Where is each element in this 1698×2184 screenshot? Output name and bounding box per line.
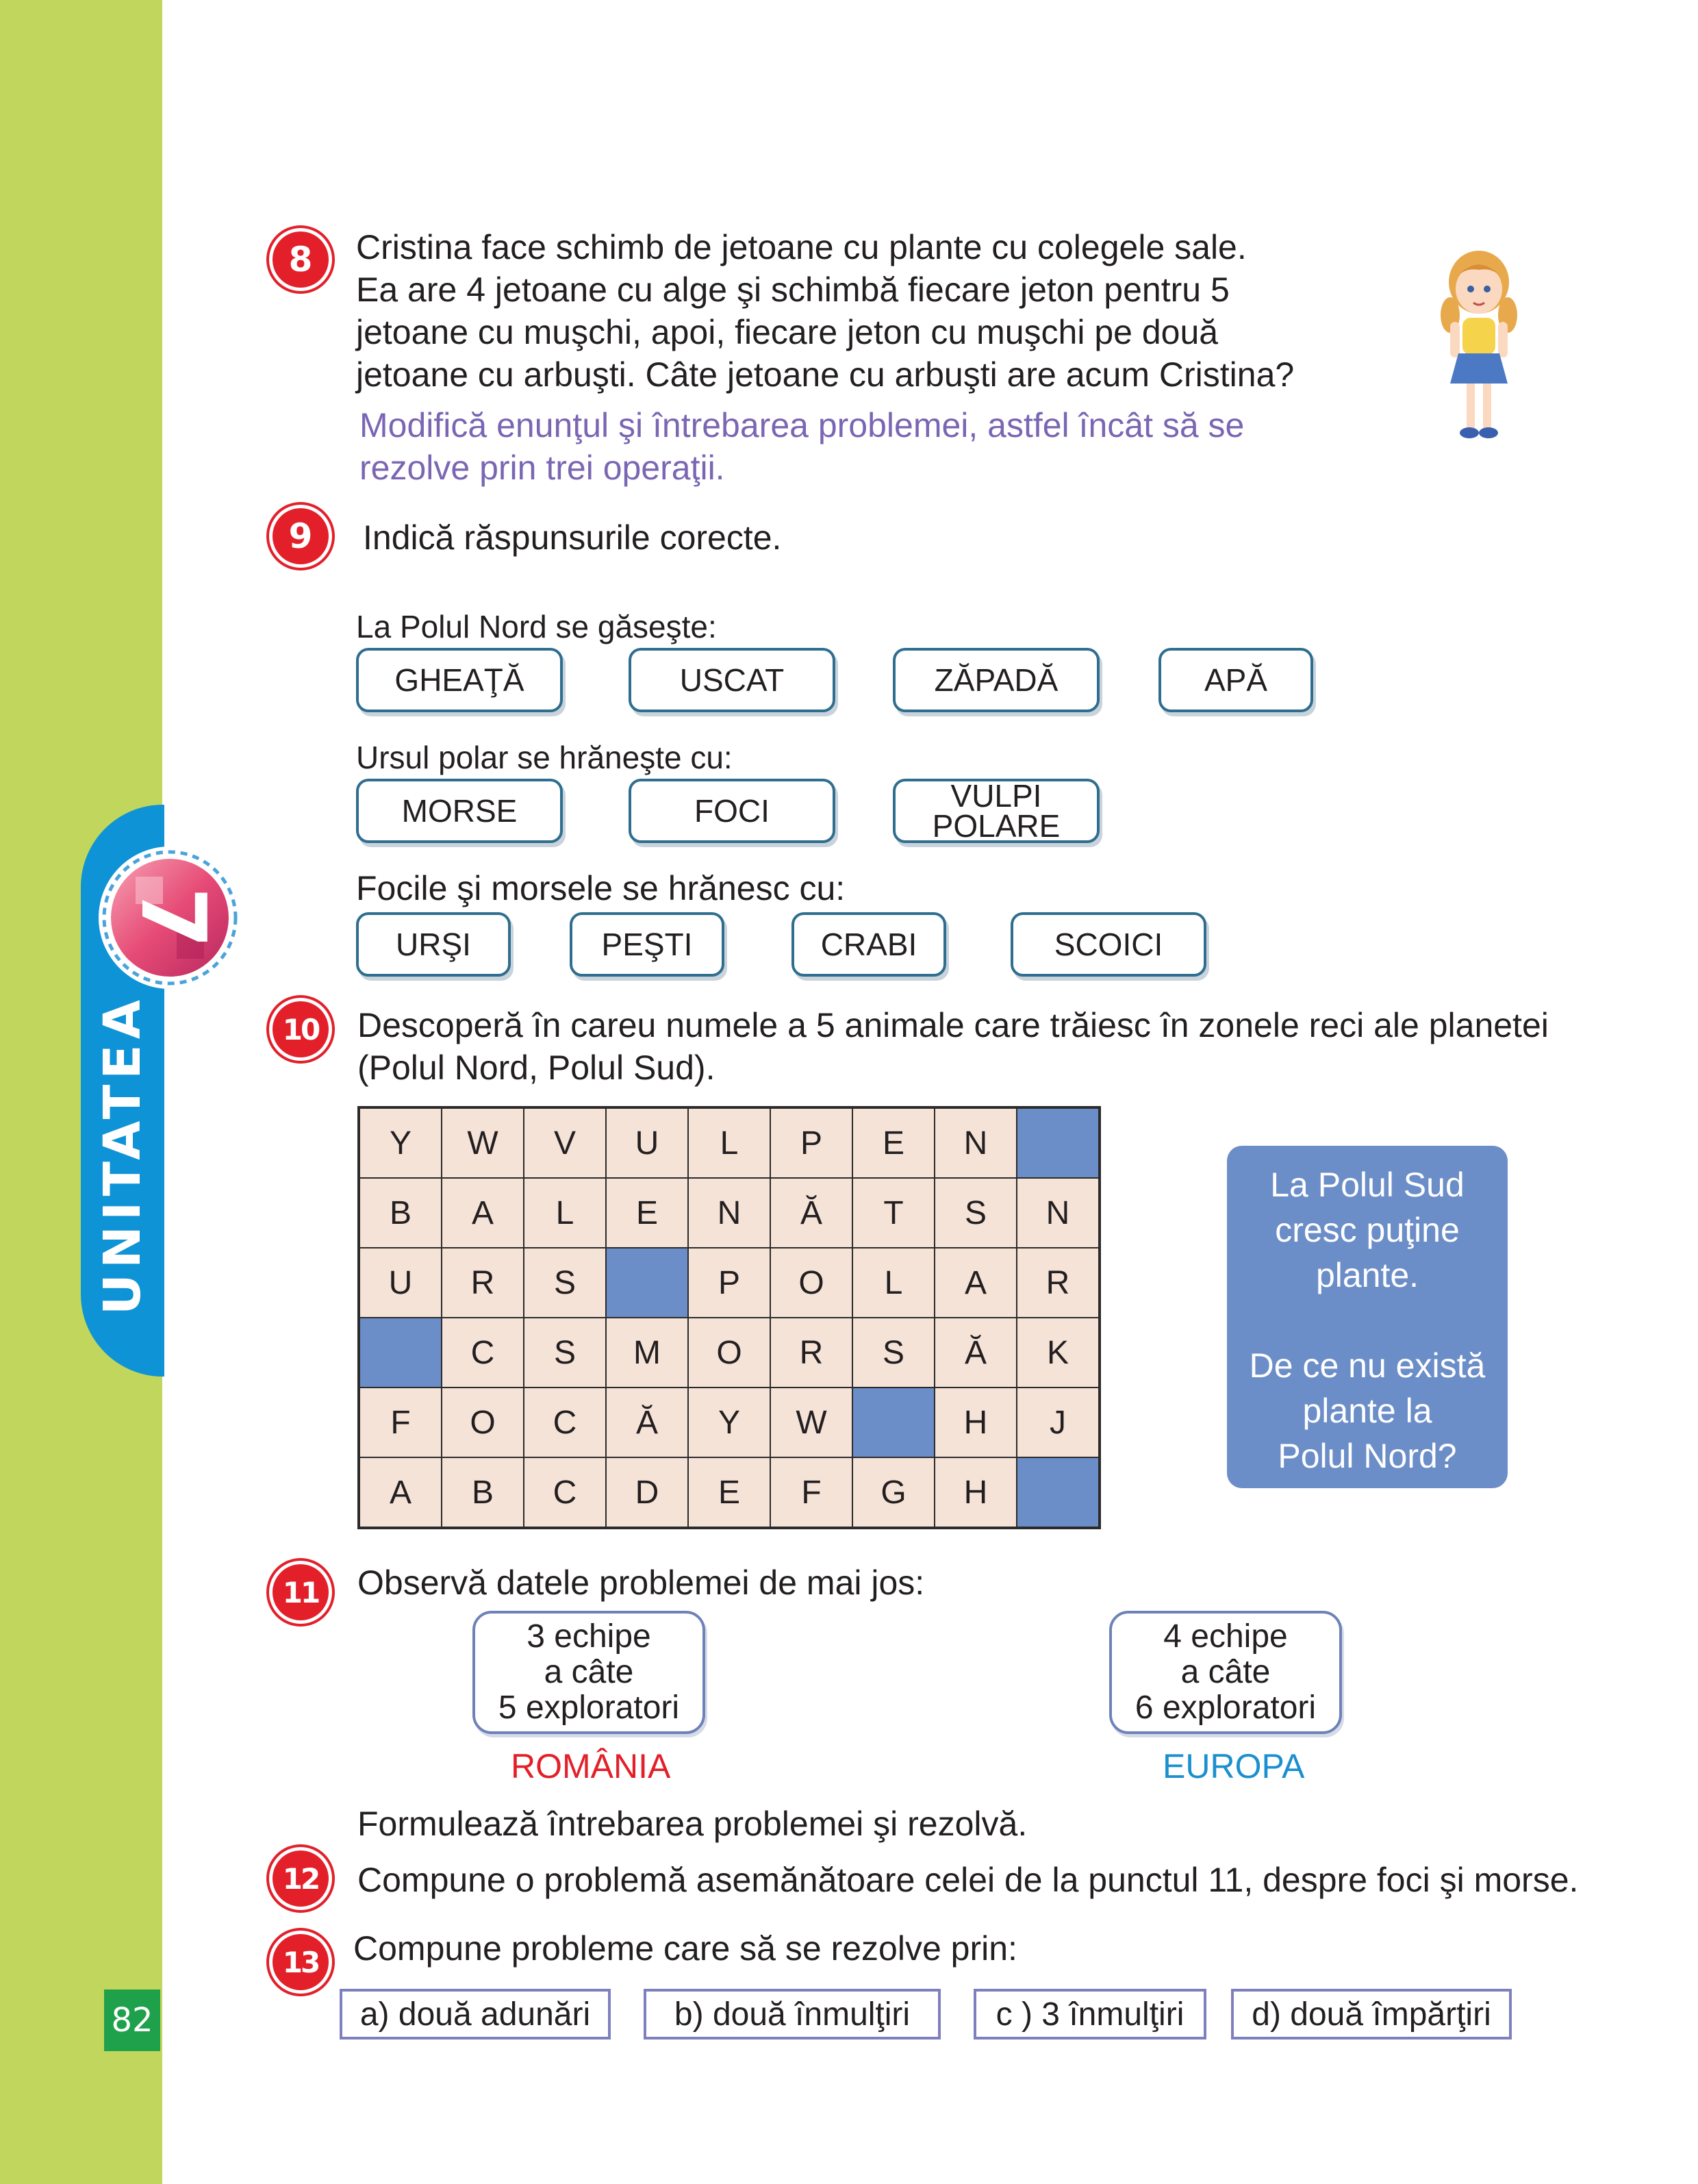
- grid-blank-cell: [359, 1318, 442, 1388]
- info-line-2: cresc puţine: [1275, 1211, 1460, 1249]
- ex11-task: Formulează întrebarea problemei şi rezolvă.: [357, 1805, 1028, 1843]
- grid-cell: U: [606, 1108, 688, 1178]
- grid-blank-cell: [1017, 1108, 1099, 1178]
- grid-cell: C: [524, 1388, 606, 1457]
- unit-number: 7: [121, 886, 225, 949]
- ex9-q3-label: Focile şi morsele se hrănesc cu:: [356, 869, 846, 907]
- option-vulpi-polare-line-2: POLARE: [932, 808, 1061, 844]
- grid-cell: C: [442, 1318, 524, 1388]
- grid-blank-cell: [1017, 1457, 1099, 1527]
- option-ursi[interactable]: URŞI: [356, 912, 511, 977]
- grid-cell: F: [359, 1388, 442, 1457]
- grid-cell: P: [770, 1108, 852, 1178]
- ex8-line-1: Cristina face schimb de jetoane cu plante cu colegele sale.: [356, 228, 1247, 266]
- grid-cell: O: [442, 1388, 524, 1457]
- page-number: 82: [104, 1990, 160, 2051]
- grid-cell: S: [524, 1318, 606, 1388]
- grid-cell: Ă: [935, 1318, 1017, 1388]
- info-line-7: Polul Nord?: [1278, 1437, 1457, 1475]
- grid-blank-cell: [606, 1248, 688, 1318]
- grid-cell: U: [359, 1248, 442, 1318]
- ex8-task-line-2: rezolve prin trei operaţii.: [359, 449, 725, 487]
- info-line-1: La Polul Sud: [1270, 1166, 1465, 1204]
- grid-cell: Ă: [606, 1388, 688, 1457]
- grid-cell: N: [1017, 1178, 1099, 1248]
- data-box-romania-line-1: 3 echipe: [527, 1618, 651, 1655]
- ex9-q2-label: Ursul polar se hrăneşte cu:: [356, 740, 733, 775]
- girl-illustration: [1424, 247, 1534, 445]
- option-foci[interactable]: FOCI: [629, 779, 835, 843]
- info-line-6: plante la: [1302, 1392, 1432, 1430]
- grid-cell: S: [852, 1318, 935, 1388]
- ex13-option-b[interactable]: b) două înmulţiri: [644, 1989, 941, 2039]
- data-box-romania: [472, 1611, 705, 1734]
- exercise-9-number: 9: [273, 508, 329, 564]
- option-vulpi-polare[interactable]: [893, 779, 1100, 843]
- grid-cell: L: [524, 1178, 606, 1248]
- info-box: [1227, 1146, 1508, 1488]
- grid-cell: Ă: [770, 1178, 852, 1248]
- grid-cell: E: [688, 1457, 770, 1527]
- grid-cell: V: [524, 1108, 606, 1178]
- data-box-romania-line-2: a câte: [544, 1654, 634, 1690]
- grid-cell: E: [606, 1178, 688, 1248]
- grid-cell: D: [606, 1457, 688, 1527]
- unit-number-badge: [94, 842, 245, 993]
- exercise-12-number: 12: [273, 1850, 329, 1907]
- ex13-option-c[interactable]: c ) 3 înmulţiri: [974, 1989, 1206, 2039]
- grid-cell: H: [935, 1457, 1017, 1527]
- grid-cell: T: [852, 1178, 935, 1248]
- option-vulpi-polare-line-1: VULPI: [950, 778, 1042, 814]
- ex13-text: Compune probleme care să se rezolve prin:: [353, 1929, 1017, 1968]
- info-line-5: De ce nu există: [1249, 1346, 1486, 1385]
- option-morse[interactable]: MORSE: [356, 779, 563, 843]
- ex12-text: Compune o problemă asemănătoare celei de la punctul 11, despre foci şi morse.: [357, 1861, 1579, 1899]
- option-pesti[interactable]: PEŞTI: [570, 912, 724, 977]
- grid-cell: A: [935, 1248, 1017, 1318]
- grid-cell: W: [770, 1388, 852, 1457]
- ex11-title: Observă datele problemei de mai jos:: [357, 1564, 925, 1602]
- grid-cell: Y: [359, 1108, 442, 1178]
- exercise-10-number: 10: [273, 1001, 329, 1057]
- country-europa: EUROPA: [1163, 1747, 1305, 1785]
- country-romania: ROMÂNIA: [511, 1747, 671, 1785]
- option-apa[interactable]: APĂ: [1158, 648, 1313, 712]
- ex10-line-2: (Polul Nord, Polul Sud).: [357, 1049, 715, 1087]
- exercise-11-number: 11: [273, 1564, 329, 1620]
- ex13-option-a[interactable]: a) două adunări: [340, 1989, 611, 2039]
- ex8-line-2: Ea are 4 jetoane cu alge şi schimbă fiecare jeton pentru 5: [356, 271, 1230, 309]
- grid-blank-cell: [852, 1388, 935, 1457]
- grid-cell: L: [688, 1108, 770, 1178]
- grid-cell: W: [442, 1108, 524, 1178]
- data-box-europa-line-2: a câte: [1180, 1654, 1271, 1690]
- grid-cell: L: [852, 1248, 935, 1318]
- grid-cell: P: [688, 1248, 770, 1318]
- grid-cell: K: [1017, 1318, 1099, 1388]
- ex8-line-3: jetoane cu muşchi, apoi, fiecare jeton cu muşchi pe două: [356, 313, 1219, 351]
- ex9-q1-label: La Polul Nord se găseşte:: [356, 609, 717, 644]
- grid-cell: R: [770, 1318, 852, 1388]
- grid-cell: M: [606, 1318, 688, 1388]
- grid-cell: B: [359, 1178, 442, 1248]
- grid-cell: S: [935, 1178, 1017, 1248]
- grid-cell: H: [935, 1388, 1017, 1457]
- grid-cell: J: [1017, 1388, 1099, 1457]
- unit-label: UNITATEA: [93, 994, 152, 1315]
- option-gheata[interactable]: GHEAŢĂ: [356, 648, 563, 712]
- grid-cell: A: [442, 1178, 524, 1248]
- exercise-8-number: 8: [273, 231, 329, 288]
- grid-cell: C: [524, 1457, 606, 1527]
- grid-cell: N: [688, 1178, 770, 1248]
- grid-cell: O: [770, 1248, 852, 1318]
- option-scoici[interactable]: SCOICI: [1011, 912, 1206, 977]
- letter-grid: [357, 1106, 1101, 1529]
- grid-cell: G: [852, 1457, 935, 1527]
- option-zapada[interactable]: ZĂPADĂ: [893, 648, 1100, 712]
- data-box-europa: [1109, 1611, 1342, 1734]
- data-box-europa-line-1: 4 echipe: [1163, 1618, 1288, 1655]
- grid-cell: E: [852, 1108, 935, 1178]
- data-box-romania-line-3: 5 exploratori: [498, 1690, 680, 1726]
- option-uscat[interactable]: USCAT: [629, 648, 835, 712]
- exercise-13-number: 13: [273, 1934, 329, 1990]
- ex9-title: Indică răspunsurile corecte.: [363, 518, 782, 557]
- option-crabi[interactable]: CRABI: [791, 912, 946, 977]
- ex8-line-4: jetoane cu arbuşti. Câte jetoane cu arbuşti are acum Cristina?: [356, 355, 1295, 394]
- grid-cell: A: [359, 1457, 442, 1527]
- grid-cell: R: [442, 1248, 524, 1318]
- grid-cell: F: [770, 1457, 852, 1527]
- info-line-4: [1227, 1298, 1508, 1343]
- grid-cell: Y: [688, 1388, 770, 1457]
- ex8-task-line-1: Modifică enunţul şi întrebarea problemei, astfel încât să se: [359, 406, 1245, 444]
- ex10-line-1: Descoperă în careu numele a 5 animale care trăiesc în zonele reci ale planetei: [357, 1006, 1549, 1044]
- grid-cell: N: [935, 1108, 1017, 1178]
- grid-cell: R: [1017, 1248, 1099, 1318]
- grid-cell: S: [524, 1248, 606, 1318]
- grid-cell: B: [442, 1457, 524, 1527]
- grid-cell: O: [688, 1318, 770, 1388]
- info-line-3: plante.: [1315, 1256, 1419, 1294]
- ex13-option-d[interactable]: d) două împărţiri: [1231, 1989, 1512, 2039]
- data-box-europa-line-3: 6 exploratori: [1135, 1690, 1317, 1726]
